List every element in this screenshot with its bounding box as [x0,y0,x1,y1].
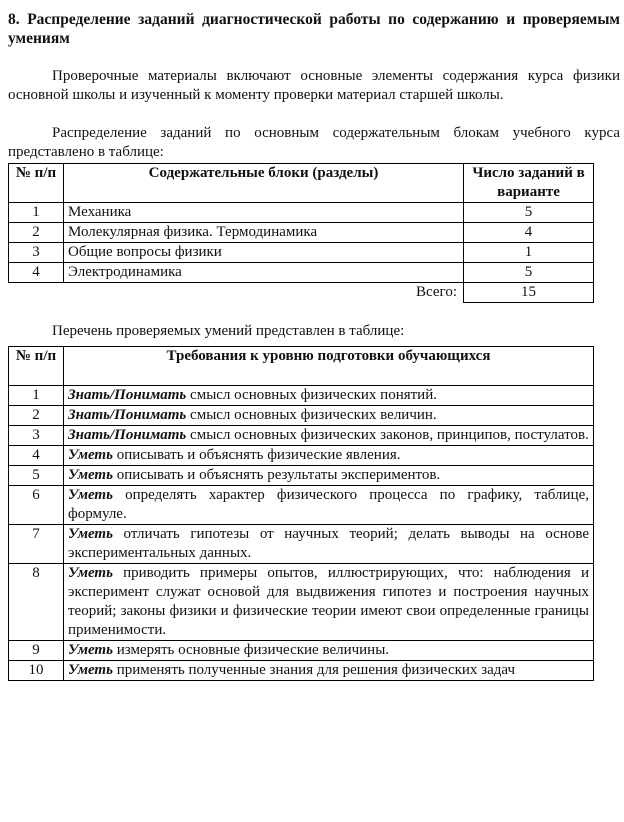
table2-header-req: Требования к уровню подготовки обучающихся [64,347,594,386]
row-num: 2 [9,223,64,243]
requirement-verb: Знать/Понимать [68,387,187,403]
table-row [9,386,594,406]
section-title: 8. Распределение заданий диагностической работы по содержанию и проверяемым умениям [8,11,620,47]
table-row [9,486,594,525]
row-num: 9 [9,641,64,661]
row-num: 10 [9,661,64,681]
requirement-verb: Уметь [68,447,113,463]
requirement-text: приводить примеры опытов, иллюстрирующих, что: наблюдения и эксперимент служат основой для выдвижения гипотез и построения научных теорий; законы физики и физические теории имеют свои определенные границы применимости. [68,565,589,638]
table-row [9,406,594,426]
requirement-verb: Уметь [68,642,113,658]
requirement-text: смысл основных физических величин. [186,407,437,423]
row-requirement [64,661,594,681]
table1-total-row [9,283,594,303]
table1-header-num: № п/п [9,164,64,203]
table-row [9,446,594,466]
table-row [9,525,594,564]
table1-intro-paragraph: Распределение заданий по основным содержательным блокам учебного курса представлено в таблице: [8,125,620,160]
requirement-verb: Уметь [68,467,113,483]
content-blocks-table [8,163,594,303]
requirement-text: описывать и объяснять физические явления. [112,447,401,463]
row-count: 5 [464,263,594,283]
skills-table [8,346,594,681]
requirement-verb: Уметь [68,662,113,678]
table-row [9,661,594,681]
table-row [9,564,594,641]
row-num: 1 [9,386,64,406]
table-row [9,641,594,661]
table1-header-blocks: Содержательные блоки (разделы) [64,164,464,203]
table2-header-row [9,347,594,386]
row-requirement [64,426,594,446]
row-num: 4 [9,446,64,466]
row-count: 1 [464,243,594,263]
row-num: 8 [9,564,64,641]
row-count: 4 [464,223,594,243]
requirement-text: смысл основных физических понятий. [186,387,437,403]
row-count: 5 [464,203,594,223]
requirement-text: описывать и объяснять результаты экспериментов. [112,467,441,483]
row-requirement [64,406,594,426]
table2-intro-paragraph: Перечень проверяемых умений представлен в таблице: [52,323,405,339]
row-block: Электродинамика [64,263,464,283]
requirement-verb: Знать/Понимать [68,427,187,443]
requirement-text: применять полученные знания для решения физических задач [112,662,516,678]
row-requirement [64,525,594,564]
requirement-verb: Уметь [68,487,113,503]
row-requirement [64,564,594,641]
table-row [9,223,594,243]
table-row [9,263,594,283]
row-block: Общие вопросы физики [64,243,464,263]
row-num: 6 [9,486,64,525]
row-requirement [64,386,594,406]
requirement-text: отличать гипотезы от научных теорий; делать выводы на основе экспериментальных данных. [68,526,589,561]
table1-header-row [9,164,594,203]
table-row [9,426,594,446]
row-num: 5 [9,466,64,486]
total-label: Всего: [64,283,464,303]
document-page [8,10,620,681]
requirement-text: определять характер физического процесса по графику, таблице, формуле. [68,487,589,522]
row-num: 3 [9,243,64,263]
intro-paragraph: Проверочные материалы включают основные элементы содержания курса физики основной школы и изученный к моменту проверки материал старшей школы. [8,68,620,103]
row-requirement [64,641,594,661]
requirement-verb: Уметь [68,526,113,542]
requirement-text: смысл основных физических законов, принципов, постулатов. [186,427,589,443]
table-row [9,466,594,486]
row-block: Механика [64,203,464,223]
row-num: 2 [9,406,64,426]
table-row [9,203,594,223]
requirement-verb: Знать/Понимать [68,407,187,423]
row-requirement [64,466,594,486]
row-num: 3 [9,426,64,446]
requirement-verb: Уметь [68,565,113,581]
row-num: 1 [9,203,64,223]
row-block: Молекулярная физика. Термодинамика [64,223,464,243]
requirement-text: измерять основные физические величины. [112,642,390,658]
table-row [9,243,594,263]
row-requirement [64,446,594,466]
total-value: 15 [464,283,594,303]
row-num: 4 [9,263,64,283]
row-num: 7 [9,525,64,564]
table2-header-num: № п/п [9,347,64,386]
row-requirement [64,486,594,525]
table1-header-count: Число заданий в варианте [464,164,594,203]
